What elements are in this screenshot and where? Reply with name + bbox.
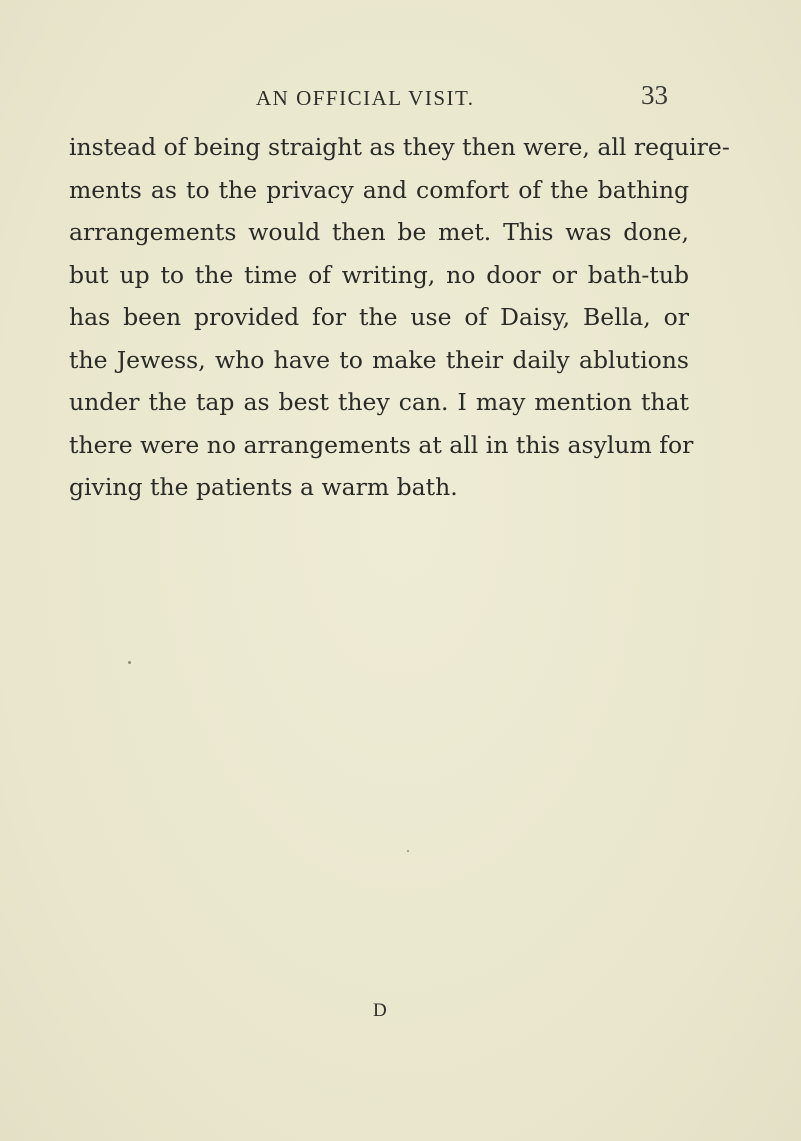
text-line: there were no arrangements at all in this asylum for — [69, 430, 694, 459]
paper-speck — [407, 850, 409, 852]
paper-speck — [128, 661, 131, 664]
text-line: the Jewess, who have to make their daily ablutions — [69, 345, 689, 374]
signature-mark: D — [373, 1000, 387, 1021]
text-line: arrangements would then be met. This was done, — [69, 218, 689, 246]
running-head: AN OFFICIAL VISIT. — [256, 86, 475, 110]
text-line: but up to the time of writing, no door or bath-tub — [69, 260, 689, 289]
body-paragraph — [69, 126, 730, 509]
text-line: giving the patients a warm bath. — [69, 473, 458, 501]
text-line: instead of being straight as they then were, all require- — [69, 133, 730, 161]
text-line: under the tap as best they can. I may mention that — [69, 388, 689, 416]
text-line: has been provided for the use of Daisy, Bella, or — [69, 303, 689, 331]
page-number: 33 — [641, 80, 668, 110]
text-line: ments as to the privacy and comfort of the bathing — [69, 175, 689, 204]
